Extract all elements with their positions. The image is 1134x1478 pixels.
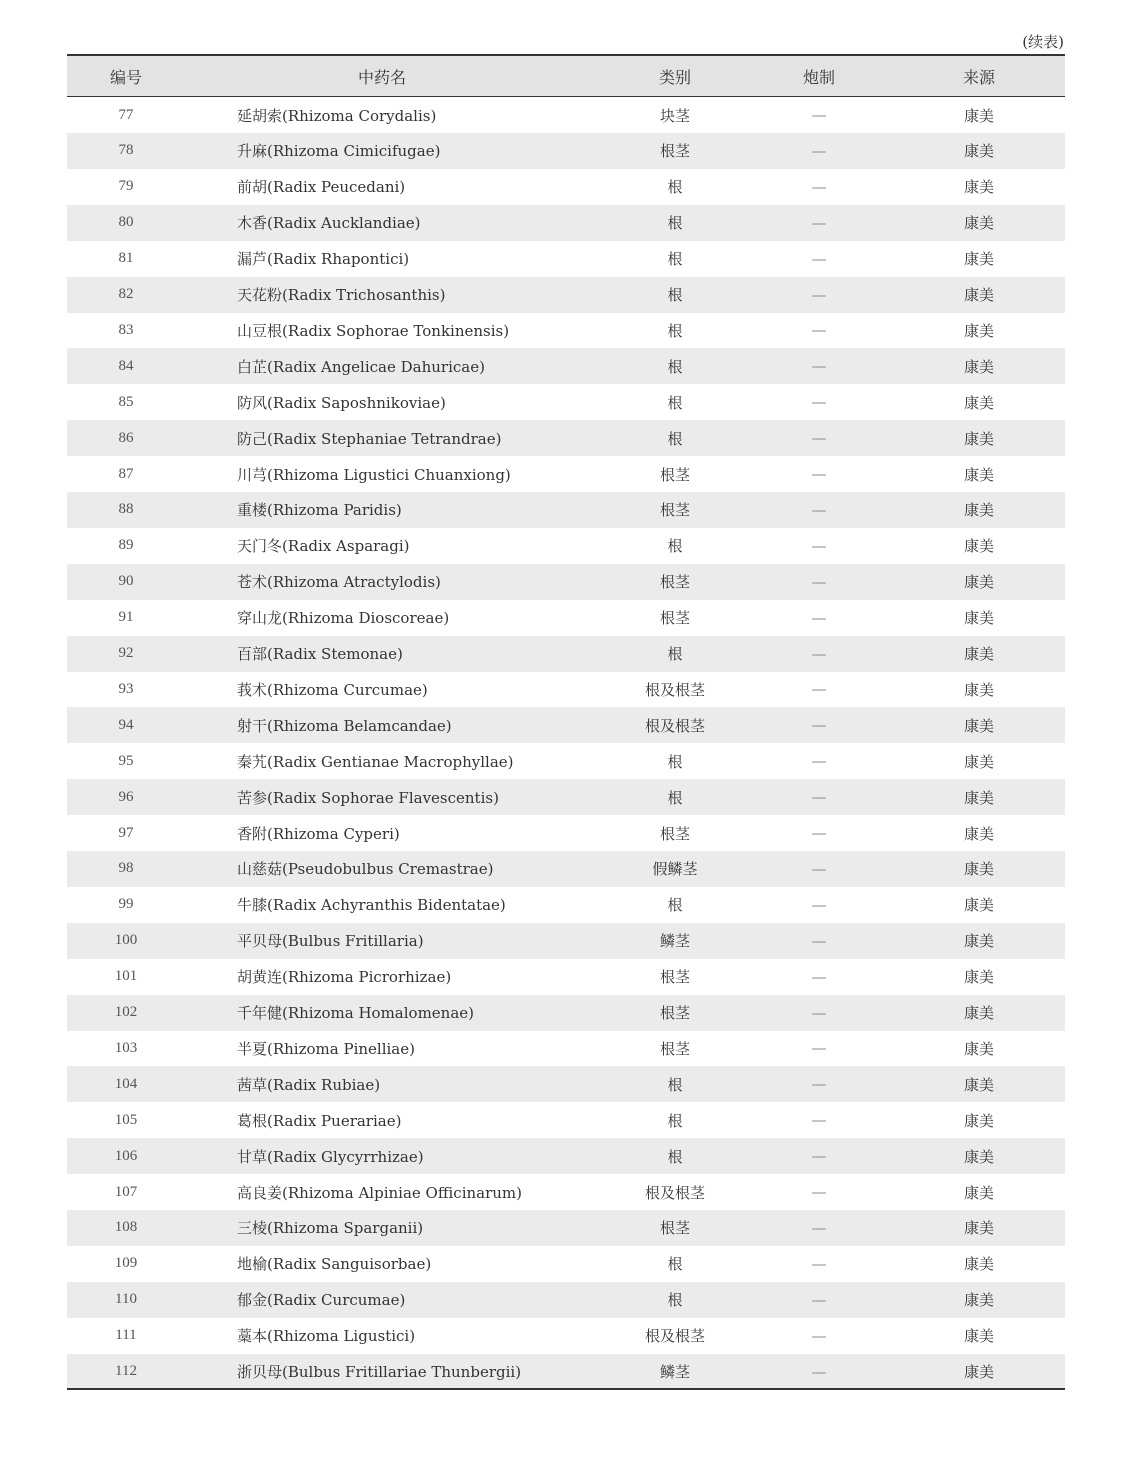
cell-category: 根 bbox=[667, 1111, 683, 1130]
cell-processing: — bbox=[811, 1147, 827, 1166]
table-row bbox=[67, 600, 1065, 636]
cell-name: 苦参(Radix Sophorae Flavescentis) bbox=[237, 788, 499, 807]
cell-name: 木香(Radix Aucklandiae) bbox=[237, 214, 421, 233]
cell-name: 天花粉(Radix Trichosanthis) bbox=[237, 286, 446, 304]
table-row bbox=[67, 743, 1065, 779]
cell-processing: — bbox=[811, 141, 827, 160]
cell-source: 康美 bbox=[963, 1219, 994, 1238]
cell-source: 康美 bbox=[963, 1363, 994, 1381]
table-row bbox=[67, 923, 1065, 959]
cell-number: 102 bbox=[114, 1004, 138, 1020]
cell-category: 根 bbox=[667, 645, 683, 663]
cell-source: 康美 bbox=[963, 788, 994, 807]
table-row bbox=[67, 97, 1065, 133]
cell-category: 根茎 bbox=[659, 1039, 690, 1058]
cell-name: 苍术(Rhizoma Atractylodis) bbox=[237, 573, 441, 592]
cell-category: 块茎 bbox=[659, 106, 690, 125]
table-row bbox=[67, 241, 1065, 277]
cell-name: 葛根(Radix Puerariae) bbox=[237, 1111, 402, 1130]
cell-category: 根及根茎 bbox=[644, 680, 705, 699]
cell-name: 牛膝(Radix Achyranthis Bidentatae) bbox=[237, 896, 506, 915]
cell-processing: — bbox=[811, 824, 827, 842]
header-processing: 炮制 bbox=[802, 67, 835, 87]
cell-source: 康美 bbox=[963, 680, 994, 699]
table-row bbox=[67, 851, 1065, 887]
cell-processing: — bbox=[811, 177, 827, 196]
cell-name: 防风(Radix Saposhnikoviae) bbox=[237, 393, 446, 412]
cell-number: 81 bbox=[118, 250, 134, 267]
cell-processing: — bbox=[811, 716, 827, 735]
cell-category: 根茎 bbox=[659, 609, 690, 628]
cell-name: 胡黄连(Rhizoma Picrorhizae) bbox=[237, 968, 452, 987]
cell-source: 康美 bbox=[963, 1183, 994, 1202]
cell-number: 105 bbox=[114, 1111, 138, 1128]
cell-number: 95 bbox=[118, 752, 134, 769]
cell-source: 康美 bbox=[963, 1004, 994, 1022]
cell-source: 康美 bbox=[963, 860, 994, 879]
table-row bbox=[67, 420, 1065, 456]
cell-number: 89 bbox=[118, 537, 134, 554]
header-category: 类别 bbox=[658, 67, 691, 87]
table-row bbox=[67, 1138, 1065, 1174]
cell-name: 防己(Radix Stephaniae Tetrandrae) bbox=[237, 429, 502, 448]
cell-processing: — bbox=[811, 895, 827, 914]
table-row bbox=[67, 277, 1065, 313]
cell-name: 高良姜(Rhizoma Alpiniae Officinarum) bbox=[237, 1183, 523, 1202]
cell-source: 康美 bbox=[963, 214, 994, 233]
cell-source: 康美 bbox=[963, 465, 994, 484]
cell-number: 77 bbox=[118, 106, 134, 123]
continued-label: (续表) bbox=[1022, 33, 1064, 51]
table-row bbox=[67, 384, 1065, 420]
cell-number: 108 bbox=[114, 1219, 138, 1236]
cell-name: 重楼(Rhizoma Paridis) bbox=[237, 501, 402, 520]
cell-source: 康美 bbox=[963, 573, 994, 592]
cell-processing: — bbox=[811, 1075, 827, 1094]
cell-source: 康美 bbox=[963, 537, 994, 556]
cell-processing: — bbox=[811, 429, 827, 448]
cell-category: 根及根茎 bbox=[644, 716, 705, 735]
table-row bbox=[67, 1318, 1065, 1354]
cell-processing: — bbox=[811, 931, 827, 950]
cell-number: 104 bbox=[114, 1075, 138, 1092]
cell-processing: — bbox=[811, 788, 827, 807]
header-number: 编号 bbox=[109, 67, 142, 87]
cell-category: 鳞茎 bbox=[659, 932, 690, 951]
table-row bbox=[67, 492, 1065, 528]
cell-category: 根 bbox=[667, 1075, 683, 1094]
cell-category: 根茎 bbox=[659, 968, 690, 987]
cell-number: 98 bbox=[118, 860, 134, 877]
cell-category: 根及根茎 bbox=[644, 1183, 705, 1202]
cell-source: 康美 bbox=[963, 286, 994, 304]
cell-number: 107 bbox=[114, 1183, 138, 1200]
cell-source: 康美 bbox=[963, 645, 994, 663]
cell-source: 康美 bbox=[963, 1255, 994, 1274]
cell-number: 87 bbox=[118, 465, 134, 482]
cell-category: 根茎 bbox=[659, 824, 690, 843]
cell-processing: — bbox=[811, 608, 827, 627]
cell-source: 康美 bbox=[963, 250, 994, 269]
table-row bbox=[67, 312, 1065, 348]
cell-name: 升麻(Rhizoma Cimicifugae) bbox=[237, 142, 441, 161]
cell-category: 根 bbox=[667, 537, 683, 556]
cell-name: 延胡索(Rhizoma Corydalis) bbox=[237, 106, 437, 125]
table-row bbox=[67, 169, 1065, 205]
table-row bbox=[67, 959, 1065, 995]
cell-name: 白芷(Radix Angelicae Dahuricae) bbox=[237, 357, 485, 376]
cell-processing: — bbox=[811, 1003, 827, 1022]
cell-processing: — bbox=[811, 536, 827, 555]
cell-processing: — bbox=[811, 500, 827, 519]
cell-category: 根茎 bbox=[659, 501, 690, 520]
cell-processing: — bbox=[811, 357, 827, 376]
cell-category: 根及根茎 bbox=[644, 1327, 705, 1346]
cell-number: 85 bbox=[118, 393, 134, 410]
cell-name: 山豆根(Radix Sophorae Tonkinensis) bbox=[237, 321, 510, 340]
cell-source: 康美 bbox=[963, 932, 994, 951]
table-row bbox=[67, 456, 1065, 492]
cell-processing: — bbox=[811, 393, 827, 412]
cell-number: 93 bbox=[118, 680, 134, 697]
cell-number: 109 bbox=[114, 1255, 138, 1272]
cell-source: 康美 bbox=[963, 609, 994, 628]
cell-category: 根茎 bbox=[659, 142, 690, 161]
cell-source: 康美 bbox=[963, 393, 994, 412]
cell-number: 97 bbox=[118, 824, 134, 841]
cell-source: 康美 bbox=[963, 501, 994, 520]
cell-number: 91 bbox=[118, 609, 134, 626]
cell-category: 根 bbox=[667, 1255, 683, 1274]
cell-name: 半夏(Rhizoma Pinelliae) bbox=[237, 1039, 415, 1058]
cell-name: 甘草(Radix Glycyrrhizae) bbox=[237, 1147, 424, 1166]
header-name: 中药名 bbox=[357, 67, 406, 87]
table-row bbox=[67, 636, 1065, 672]
cell-category: 根茎 bbox=[659, 573, 690, 592]
cell-source: 康美 bbox=[963, 1147, 994, 1166]
cell-number: 92 bbox=[118, 645, 134, 661]
table-row bbox=[67, 564, 1065, 600]
cell-name: 穿山龙(Rhizoma Dioscoreae) bbox=[237, 609, 450, 628]
table-row bbox=[67, 887, 1065, 923]
cell-source: 康美 bbox=[963, 716, 994, 735]
cell-number: 78 bbox=[118, 142, 134, 159]
cell-source: 康美 bbox=[963, 752, 994, 771]
cell-name: 前胡(Radix Peucedani) bbox=[237, 178, 406, 197]
cell-name: 天门冬(Radix Asparagi) bbox=[237, 537, 410, 556]
cell-category: 根 bbox=[667, 250, 683, 269]
cell-number: 112 bbox=[115, 1363, 137, 1379]
table-row bbox=[67, 1354, 1065, 1390]
cell-category: 根 bbox=[667, 788, 683, 807]
cell-category: 根 bbox=[667, 752, 683, 771]
table-row bbox=[67, 205, 1065, 241]
cell-number: 80 bbox=[118, 214, 134, 231]
cell-name: 川芎(Rhizoma Ligustici Chuanxiong) bbox=[237, 465, 511, 484]
cell-name: 藁本(Rhizoma Ligustici) bbox=[237, 1327, 416, 1346]
cell-processing: — bbox=[811, 1183, 827, 1201]
cell-source: 康美 bbox=[963, 1111, 994, 1130]
cell-category: 根茎 bbox=[659, 1219, 690, 1238]
cell-number: 90 bbox=[118, 573, 134, 590]
cell-source: 康美 bbox=[963, 1327, 994, 1346]
table-row bbox=[67, 1282, 1065, 1318]
cell-category: 根 bbox=[667, 321, 683, 340]
cell-name: 三棱(Rhizoma Sparganii) bbox=[237, 1219, 424, 1238]
cell-name: 地榆(Radix Sanguisorbae) bbox=[237, 1255, 432, 1274]
cell-processing: — bbox=[811, 106, 827, 124]
table-bottom-rule bbox=[67, 1388, 1065, 1390]
cell-source: 康美 bbox=[963, 178, 994, 197]
cell-category: 根 bbox=[667, 393, 683, 412]
table-row bbox=[67, 1210, 1065, 1246]
cell-name: 射干(Rhizoma Belamcandae) bbox=[237, 716, 452, 735]
cell-name: 郁金(Radix Curcumae) bbox=[237, 1291, 406, 1310]
table-row bbox=[67, 528, 1065, 564]
cell-processing: — bbox=[811, 1362, 827, 1381]
table-row bbox=[67, 815, 1065, 851]
cell-processing: — bbox=[811, 285, 827, 304]
cell-number: 111 bbox=[115, 1327, 137, 1344]
table-row bbox=[67, 133, 1065, 169]
cell-processing: — bbox=[811, 321, 827, 340]
cell-category: 根茎 bbox=[659, 465, 690, 484]
table-row bbox=[67, 707, 1065, 743]
cell-category: 假鳞茎 bbox=[652, 860, 698, 879]
header-source: 来源 bbox=[962, 67, 995, 87]
cell-number: 106 bbox=[114, 1147, 138, 1164]
cell-processing: — bbox=[811, 859, 827, 878]
cell-processing: — bbox=[811, 213, 827, 232]
cell-category: 根 bbox=[667, 286, 683, 304]
cell-name: 平贝母(Bulbus Fritillaria) bbox=[237, 932, 424, 951]
cell-number: 94 bbox=[118, 716, 134, 733]
cell-name: 浙贝母(Bulbus Fritillariae Thunbergii) bbox=[237, 1363, 522, 1381]
cell-name: 百部(Radix Stemonae) bbox=[237, 645, 403, 663]
cell-processing: — bbox=[811, 249, 827, 268]
cell-number: 101 bbox=[114, 968, 138, 985]
table-row bbox=[67, 779, 1065, 815]
cell-number: 84 bbox=[118, 357, 134, 374]
cell-source: 康美 bbox=[963, 968, 994, 987]
table-row bbox=[67, 1102, 1065, 1138]
cell-source: 康美 bbox=[963, 106, 994, 125]
cell-name: 香附(Rhizoma Cyperi) bbox=[237, 824, 400, 843]
cell-category: 根茎 bbox=[659, 1004, 690, 1022]
cell-name: 千年健(Rhizoma Homalomenae) bbox=[237, 1004, 475, 1022]
table-row bbox=[67, 1066, 1065, 1102]
cell-source: 康美 bbox=[963, 824, 994, 843]
cell-category: 根 bbox=[667, 429, 683, 448]
cell-name: 山慈菇(Pseudobulbus Cremastrae) bbox=[237, 860, 494, 879]
cell-category: 根 bbox=[667, 1147, 683, 1166]
cell-processing: — bbox=[811, 1326, 827, 1345]
cell-source: 康美 bbox=[963, 1039, 994, 1058]
cell-processing: — bbox=[811, 680, 827, 699]
cell-processing: — bbox=[811, 1218, 827, 1237]
cell-category: 鳞茎 bbox=[659, 1363, 690, 1381]
cell-source: 康美 bbox=[963, 1291, 994, 1310]
cell-number: 100 bbox=[114, 932, 138, 949]
cell-number: 83 bbox=[118, 321, 134, 338]
cell-name: 秦艽(Radix Gentianae Macrophyllae) bbox=[237, 752, 514, 771]
cell-name: 茜草(Radix Rubiae) bbox=[237, 1075, 381, 1094]
cell-source: 康美 bbox=[963, 357, 994, 376]
table-row bbox=[67, 671, 1065, 707]
cell-category: 根 bbox=[667, 1291, 683, 1310]
cell-processing: — bbox=[811, 572, 827, 591]
cell-number: 82 bbox=[118, 286, 134, 302]
cell-category: 根 bbox=[667, 214, 683, 233]
cell-source: 康美 bbox=[963, 429, 994, 448]
cell-processing: — bbox=[811, 1111, 827, 1130]
cell-number: 86 bbox=[118, 429, 134, 446]
table-header bbox=[67, 56, 1065, 97]
cell-source: 康美 bbox=[963, 321, 994, 340]
cell-number: 103 bbox=[114, 1039, 138, 1056]
cell-source: 康美 bbox=[963, 1075, 994, 1094]
cell-name: 漏芦(Radix Rhapontici) bbox=[237, 250, 410, 269]
cell-processing: — bbox=[811, 1039, 827, 1058]
cell-number: 79 bbox=[118, 178, 134, 195]
table-row bbox=[67, 1174, 1065, 1210]
table-row bbox=[67, 1030, 1065, 1066]
cell-processing: — bbox=[811, 967, 827, 986]
cell-category: 根 bbox=[667, 896, 683, 915]
cell-number: 96 bbox=[118, 788, 134, 805]
cell-number: 88 bbox=[118, 501, 134, 518]
cell-processing: — bbox=[811, 1254, 827, 1273]
cell-number: 110 bbox=[115, 1291, 137, 1308]
cell-number: 99 bbox=[118, 896, 134, 913]
cell-category: 根 bbox=[667, 357, 683, 376]
cell-name: 莪术(Rhizoma Curcumae) bbox=[237, 680, 428, 699]
cell-category: 根 bbox=[667, 178, 683, 197]
table-row bbox=[67, 348, 1065, 384]
cell-source: 康美 bbox=[963, 896, 994, 915]
table-row bbox=[67, 995, 1065, 1031]
table-row bbox=[67, 1246, 1065, 1282]
cell-processing: — bbox=[811, 752, 827, 771]
cell-processing: — bbox=[811, 1290, 827, 1309]
cell-processing: — bbox=[811, 644, 827, 663]
cell-source: 康美 bbox=[963, 142, 994, 161]
cell-processing: — bbox=[811, 465, 827, 483]
